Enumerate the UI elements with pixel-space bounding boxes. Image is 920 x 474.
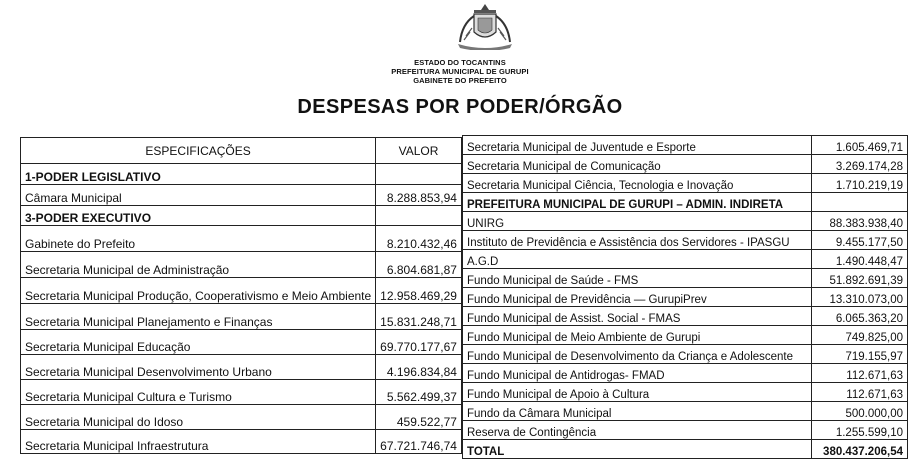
table-row [21, 252, 462, 278]
table-row [463, 212, 908, 231]
table-row [463, 155, 908, 174]
row-label: Fundo Municipal de Antidrogas- FMAD [463, 364, 812, 383]
row-label: 1-PODER LEGISLATIVO [21, 164, 376, 185]
right-expenses-table [462, 135, 908, 459]
row-value: 12.958.469,29 [376, 278, 462, 304]
table-row [21, 330, 462, 355]
left-expenses-table [20, 137, 462, 454]
row-label: Secretaria Municipal Ciência, Tecnologia e Inovação [463, 174, 812, 193]
row-label: A.G.D [463, 250, 812, 269]
table-row [463, 136, 908, 155]
row-value: 1.490.448,47 [812, 250, 908, 269]
row-value: 719.155,97 [812, 345, 908, 364]
row-value: 8.210.432,46 [376, 226, 462, 252]
row-value: 1.605.469,71 [812, 136, 908, 155]
row-value: 69.770.177,67 [376, 330, 462, 355]
table-row [21, 185, 462, 206]
table-row [463, 250, 908, 269]
row-value: 67.721.746,74 [376, 430, 462, 454]
row-label: Fundo Municipal de Apoio à Cultura [463, 383, 812, 402]
row-label: UNIRG [463, 212, 812, 231]
row-value: 9.455.177,50 [812, 231, 908, 250]
table-row [21, 304, 462, 330]
table-row [463, 421, 908, 440]
row-value: 749.825,00 [812, 326, 908, 345]
row-label: Instituto de Previdência e Assistência dos Servidores - IPASGU [463, 231, 812, 250]
row-label: Fundo Municipal de Meio Ambiente de Gurupi [463, 326, 812, 345]
row-value [812, 193, 908, 212]
row-value: 51.892.691,39 [812, 269, 908, 288]
row-label: 3-PODER EXECUTIVO [21, 206, 376, 226]
table-row [463, 383, 908, 402]
table-row [463, 345, 908, 364]
header-specifications: ESPECIFICAÇÕES [21, 138, 376, 164]
row-label: Secretaria Municipal Planejamento e Finanças [21, 304, 376, 330]
row-value: 8.288.853,94 [376, 185, 462, 206]
table-row [463, 307, 908, 326]
table-row [463, 402, 908, 421]
table-row [463, 174, 908, 193]
office-heading: GABINETE DO PREFEITO [413, 76, 507, 85]
row-value: 1.255.599,10 [812, 421, 908, 440]
row-label: Secretaria Municipal Cultura e Turismo [21, 380, 376, 405]
row-value: 459.522,77 [376, 405, 462, 430]
row-label: Fundo Municipal de Saúde - FMS [463, 269, 812, 288]
page-title: DESPESAS POR PODER/ÓRGÃO [297, 96, 623, 118]
row-value: 112.671,63 [812, 364, 908, 383]
total-row [463, 440, 908, 459]
table-header-row [21, 138, 462, 164]
row-value: 1.710.219,19 [812, 174, 908, 193]
table-row [21, 355, 462, 380]
table-row [463, 193, 908, 212]
table-row [21, 164, 462, 185]
row-label: Secretaria Municipal Produção, Cooperativismo e Meio Ambiente [21, 278, 376, 304]
total-label: TOTAL [463, 440, 812, 459]
row-label: Fundo Municipal de Desenvolvimento da Criança e Adolescente [463, 345, 812, 364]
row-value: 3.269.174,28 [812, 155, 908, 174]
row-label: Reserva de Contingência [463, 421, 812, 440]
header-value: VALOR [376, 138, 462, 164]
row-label: Secretaria Municipal Desenvolvimento Urbano [21, 355, 376, 380]
row-label: Fundo da Câmara Municipal [463, 402, 812, 421]
total-value: 380.437.206,54 [812, 440, 908, 459]
table-row [463, 269, 908, 288]
row-label: Secretaria Municipal Educação [21, 330, 376, 355]
row-label: Secretaria Municipal do Idoso [21, 405, 376, 430]
row-label: Secretaria Municipal de Juventude e Esporte [463, 136, 812, 155]
row-label: Secretaria Municipal Infraestrutura [21, 430, 376, 454]
city-hall-heading: PREFEITURA MUNICIPAL DE GURUPI [391, 67, 529, 76]
table-row [21, 206, 462, 226]
row-label: Câmara Municipal [21, 185, 376, 206]
table-row [21, 380, 462, 405]
row-value: 15.831.248,71 [376, 304, 462, 330]
table-row [21, 226, 462, 252]
table-row [463, 231, 908, 250]
table-row [21, 278, 462, 304]
row-value: 13.310.073,00 [812, 288, 908, 307]
row-value: 500.000,00 [812, 402, 908, 421]
row-value: 4.196.834,84 [376, 355, 462, 380]
row-value: 88.383.938,40 [812, 212, 908, 231]
row-label: Fundo Municipal de Assist. Social - FMAS [463, 307, 812, 326]
row-label: Gabinete do Prefeito [21, 226, 376, 252]
row-value [376, 164, 462, 185]
row-label: PREFEITURA MUNICIPAL DE GURUPI – ADMIN. INDIRETA [463, 193, 812, 212]
row-value: 6.804.681,87 [376, 252, 462, 278]
row-value: 112.671,63 [812, 383, 908, 402]
table-row [21, 405, 462, 430]
row-value [376, 206, 462, 226]
table-row [463, 288, 908, 307]
row-label: Secretaria Municipal de Comunicação [463, 155, 812, 174]
row-value: 6.065.363,20 [812, 307, 908, 326]
municipal-coat-of-arms-icon [452, 2, 518, 50]
row-value: 5.562.499,37 [376, 380, 462, 405]
state-heading: ESTADO DO TOCANTINS [414, 58, 506, 67]
table-row [463, 326, 908, 345]
row-label: Fundo Municipal de Previdência — GurupiPrev [463, 288, 812, 307]
row-label: Secretaria Municipal de Administração [21, 252, 376, 278]
table-row [463, 364, 908, 383]
table-row [21, 430, 462, 454]
